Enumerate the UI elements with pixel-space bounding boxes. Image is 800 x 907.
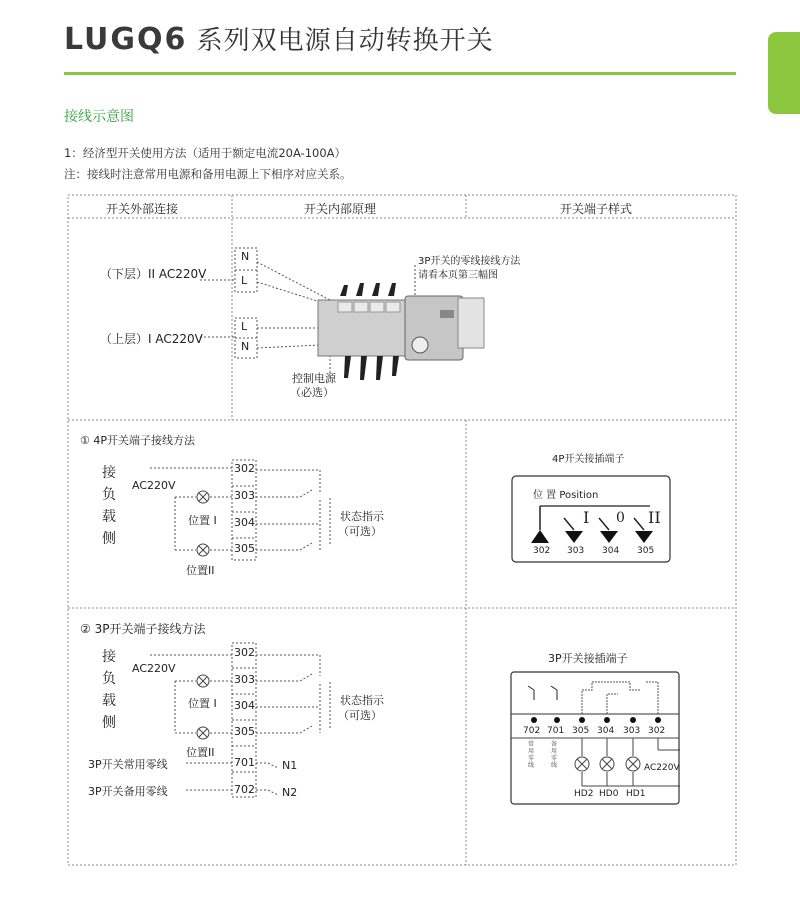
section-title: 接线示意图 <box>64 109 134 125</box>
common-neutral-label: 3P开关常用零线 <box>88 758 168 771</box>
terminal-702: 702 <box>234 783 255 796</box>
title-text: 系列双电源自动转换开关 <box>187 26 494 56</box>
position-label: 位 置 Position <box>533 490 599 501</box>
roman-1: I <box>583 508 590 527</box>
switch-illustration <box>318 283 484 380</box>
vertical-common-neutral: 常用零线 <box>528 741 535 769</box>
terminal-305-3p: 305 <box>234 725 255 738</box>
position-2-4p: 位置II <box>186 564 215 577</box>
vertical-backup-neutral: 备用零线 <box>551 741 558 769</box>
terminal-303-3p: 303 <box>234 673 255 686</box>
note-line-2: 注：接线时注意常用电源和备用电源上下相序对应关系。 <box>64 167 352 181</box>
3p-terminal-box <box>511 672 680 804</box>
col-header-internal: 开关内部原理 <box>304 202 377 216</box>
roman-2: II <box>648 508 661 527</box>
terminal-l-bottom: L <box>241 320 248 333</box>
pin-305-3p: 305 <box>572 726 590 736</box>
status-indicator-4p: 状态指示 <box>340 510 384 523</box>
n1-label: N1 <box>282 759 298 772</box>
4p-terminal-title: 4P开关接插端子 <box>552 454 625 465</box>
pin-302-4p: 302 <box>533 546 551 556</box>
terminal-304-3p: 304 <box>234 699 255 712</box>
terminal-304-4p: 304 <box>234 516 255 529</box>
status-optional-3p: （可选） <box>338 709 382 722</box>
upper-layer-label: （上层）I AC220V <box>100 332 203 346</box>
ac220v-3p: AC220V <box>132 662 176 675</box>
load-side-vertical-3p: 接 负 载 侧 <box>102 649 116 731</box>
terminal-l-top: L <box>241 274 248 287</box>
hd0-label: HD0 <box>599 789 619 799</box>
row3-wires <box>150 643 330 797</box>
terminal-n-top: N <box>241 250 250 263</box>
terminal-303-4p: 303 <box>234 489 255 502</box>
status-optional-4p: （可选） <box>338 525 382 538</box>
pin-304-3p: 304 <box>597 726 615 736</box>
roman-0: 0 <box>616 510 625 526</box>
position-1-4p: 位置 I <box>188 514 217 527</box>
terminal-302-4p: 302 <box>234 462 255 475</box>
control-power-label: 控制电源 <box>292 372 336 385</box>
pin-305-4p: 305 <box>637 546 655 556</box>
control-power-required: （必选） <box>290 386 334 399</box>
n2-label: N2 <box>282 786 298 799</box>
backup-neutral-label: 3P开关备用零线 <box>88 785 168 798</box>
col-header-terminal: 开关端子样式 <box>560 202 633 216</box>
pin-304-4p: 304 <box>602 546 620 556</box>
pin-702-3p: 702 <box>523 726 541 736</box>
neutral-note-2: 请看本页第三幅图 <box>418 270 498 281</box>
ac220v-4p: AC220V <box>132 479 176 492</box>
position-2-3p: 位置II <box>186 746 215 759</box>
ac220v-box: AC220V <box>644 763 680 773</box>
note-line-1: 1：经济型开关使用方法（适用于额定电流20A-100A） <box>64 146 347 160</box>
4p-wiring-title: ① 4P开关端子接线方法 <box>80 434 195 447</box>
position-1-3p: 位置 I <box>188 697 217 710</box>
brand-name: LUGQ6 <box>64 22 188 57</box>
terminal-305-4p: 305 <box>234 542 255 555</box>
pin-701-3p: 701 <box>547 726 565 736</box>
hd2-label: HD2 <box>574 789 594 799</box>
3p-wiring-title: ② 3P开关端子接线方法 <box>80 622 206 636</box>
pin-303-3p: 303 <box>623 726 641 736</box>
pin-302-3p: 302 <box>648 726 666 736</box>
3p-terminal-title: 3P开关接插端子 <box>548 652 628 665</box>
pin-303-4p: 303 <box>567 546 585 556</box>
terminal-n-bottom: N <box>241 340 250 353</box>
terminal-701: 701 <box>234 756 255 769</box>
col-header-external: 开关外部连接 <box>106 202 179 216</box>
lower-layer-label: （下层）II AC220V <box>100 267 207 281</box>
neutral-note-1: 3P开关的零线接线方法 <box>418 256 521 267</box>
hd1-label: HD1 <box>626 789 646 799</box>
terminal-302-3p: 302 <box>234 646 255 659</box>
status-indicator-3p: 状态指示 <box>340 694 384 707</box>
load-side-vertical-4p: 接 负 载 侧 <box>102 465 116 547</box>
